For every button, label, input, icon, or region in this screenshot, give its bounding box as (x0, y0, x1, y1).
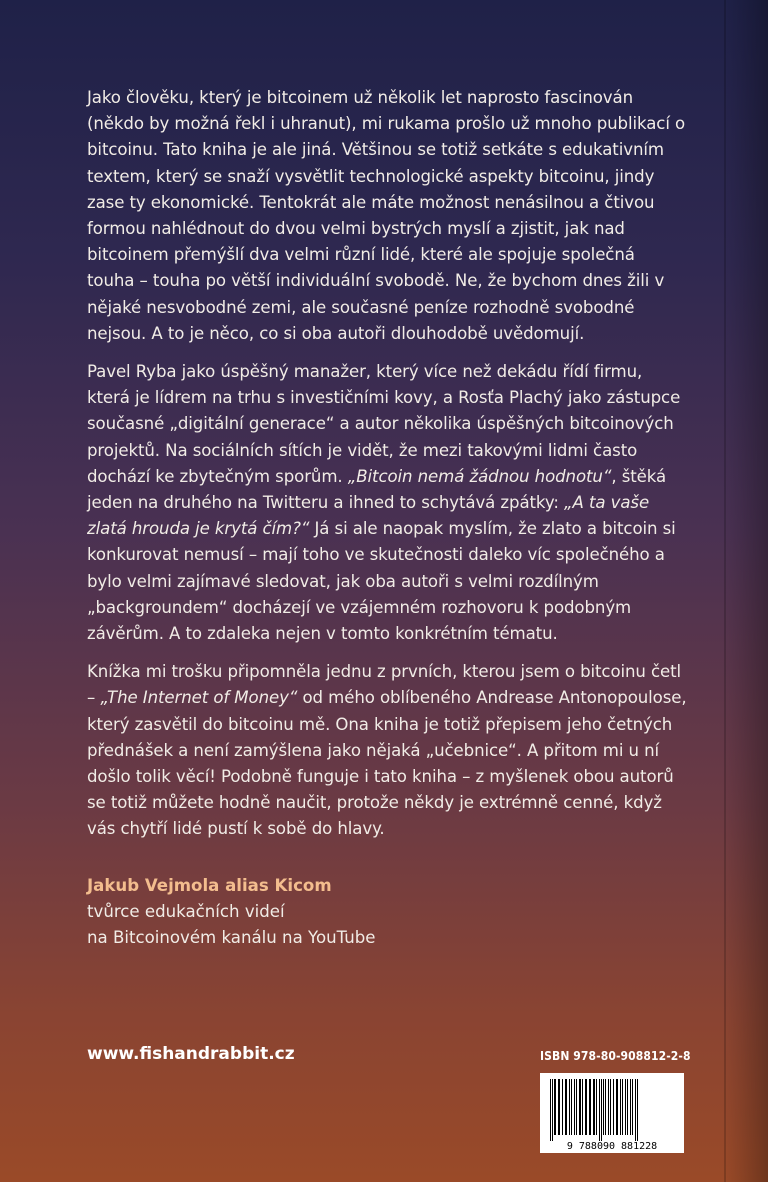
spine-fold-line (724, 0, 726, 1182)
barcode-bar (550, 1079, 551, 1141)
barcode-bar (596, 1079, 597, 1135)
barcode-bar (571, 1079, 572, 1135)
barcode-bar (632, 1079, 633, 1135)
publisher-website: www.fishandrabbit.cz (87, 1044, 295, 1064)
barcode-bar (603, 1079, 604, 1135)
spine-shadow (724, 0, 768, 1182)
blurb-text: Pavel Ryba jako úspěšný manažer, který více než dekádu řídí firmu, která je lídrem na trhu s investičními kovy, a Rosťa Plachý jako zástupce současné „digitální generace“ a autor několika úspěšných bitcoinových projektů. Na sociálních sítích je vidět, že mezi takovými lidmi často dochází ke zbytečným sporům. (87, 362, 681, 486)
blurb-paragraph-3 (87, 659, 687, 842)
barcode-bar (601, 1079, 602, 1141)
barcode-bar (635, 1079, 636, 1141)
barcode-bar (569, 1079, 570, 1135)
quote-bitcoin: „Bitcoin nemá žádnou hodnotu“ (347, 466, 612, 486)
barcode-bar (582, 1079, 583, 1135)
barcode-bar (610, 1079, 611, 1135)
barcode-bar (599, 1079, 600, 1141)
barcode-bar (630, 1079, 631, 1135)
barcode-bar (627, 1079, 628, 1135)
barcode-digits: 9 788090 881228 (566, 1141, 658, 1152)
barcode-bar (589, 1079, 591, 1135)
blurb-text: , štěká jeden na druhého na Twitteru a ihned to schytává zpátky: (87, 466, 667, 513)
blurb-text: od mého oblíbeného Andrease Antonopoulose, který zasvětil do bitcoinu mě. Ona kniha je totiž přepisem jeho četných přednášek a není zamýšlena jako nějaká „učebnice“. A přitom mi u ní došlo tolik věcí! Podobně funguje i tato kniha – z myšlenek obou autorů se totiž můžete hodně naučit, protože někdy je extrémně cenné, když vás chytří lidé pustí k sobě do hlavy. (87, 688, 687, 839)
signature-name: Jakub Vejmola alias Kicom (87, 876, 332, 895)
blurb-paragraph-2 (87, 359, 687, 647)
isbn-label: ISBN 978-80-908812-2-8 (540, 1049, 691, 1063)
blurb-paragraph-1: Jako člověku, který je bitcoinem už několik let naprosto fascinován (někdo by možná řekl i uhranut), mi rukama prošlo už mnoho publikací o bitcoinu. Tato kniha je ale jiná. Většinou se totiž setkáte s edukativním textem, který se snaží vysvětlit technologické aspekty bitcoinu, jindy zase ty ekonomické. Tentokrát ale máte možnost nenásilnou a čtivou formou nahlédnout do dvou velmi bystrých myslí a zjistit, jak nad bitcoinem přemýšlí dva velmi různí lidé, které ale spojuje společná touha – touha po větší individuální svobodě. Ne, že bychom dnes žili v nějaké nesvobodné zemi, ale současné peníze rozhodně svobodné nejsou. A to je něco, co si oba autoři dlouhodobě uvědomují. (87, 88, 686, 343)
barcode-bar (616, 1079, 618, 1135)
barcode-bar (579, 1079, 581, 1135)
barcode (540, 1073, 684, 1153)
quote-gold: „A ta vaše zlatá hrouda je krytá čím?“ (87, 493, 650, 539)
barcode-bar (613, 1079, 614, 1135)
signature-line-2: na Bitcoinovém kanálu na YouTube (87, 928, 376, 947)
blurb-text: Knížka mi trošku připomněla jednu z prvních, kterou jsem o bitcoinu četl – (87, 662, 682, 708)
barcode-bar (574, 1079, 575, 1135)
barcode-bar (552, 1079, 553, 1141)
barcode-bar (565, 1079, 567, 1135)
barcode-bar (608, 1079, 609, 1135)
barcode-bar (562, 1079, 563, 1135)
barcode-bar (605, 1079, 606, 1135)
back-cover-blurb (87, 85, 687, 855)
barcode-bar (593, 1079, 595, 1135)
barcode-bar (620, 1079, 621, 1135)
signature-line-1: tvůrce edukačních videí (87, 902, 285, 921)
barcode-graphic (540, 1073, 684, 1153)
barcode-bar (585, 1079, 587, 1135)
barcode-bar (625, 1079, 626, 1135)
barcode-bar (622, 1079, 623, 1135)
barcode-bar (576, 1079, 577, 1135)
blurb-text: Já si ale naopak myslím, že zlato a bitcoin si konkurovat nemusí – mají toho ve skutečnosti daleko víc společného a bylo velmi zajímavé sledovat, jak oba autoři s velmi rozdílným „backgroundem“ docházejí ve vzájemném rozhovoru k podobným závěrům. A to zdaleka nejen v tomto konkrétním tématu. (87, 519, 676, 644)
barcode-bar (558, 1079, 560, 1135)
signature-block (87, 873, 607, 951)
barcode-bar (637, 1079, 638, 1141)
barcode-bar (554, 1079, 556, 1135)
book-title-internet-of-money: „The Internet of Money“ (100, 688, 298, 708)
